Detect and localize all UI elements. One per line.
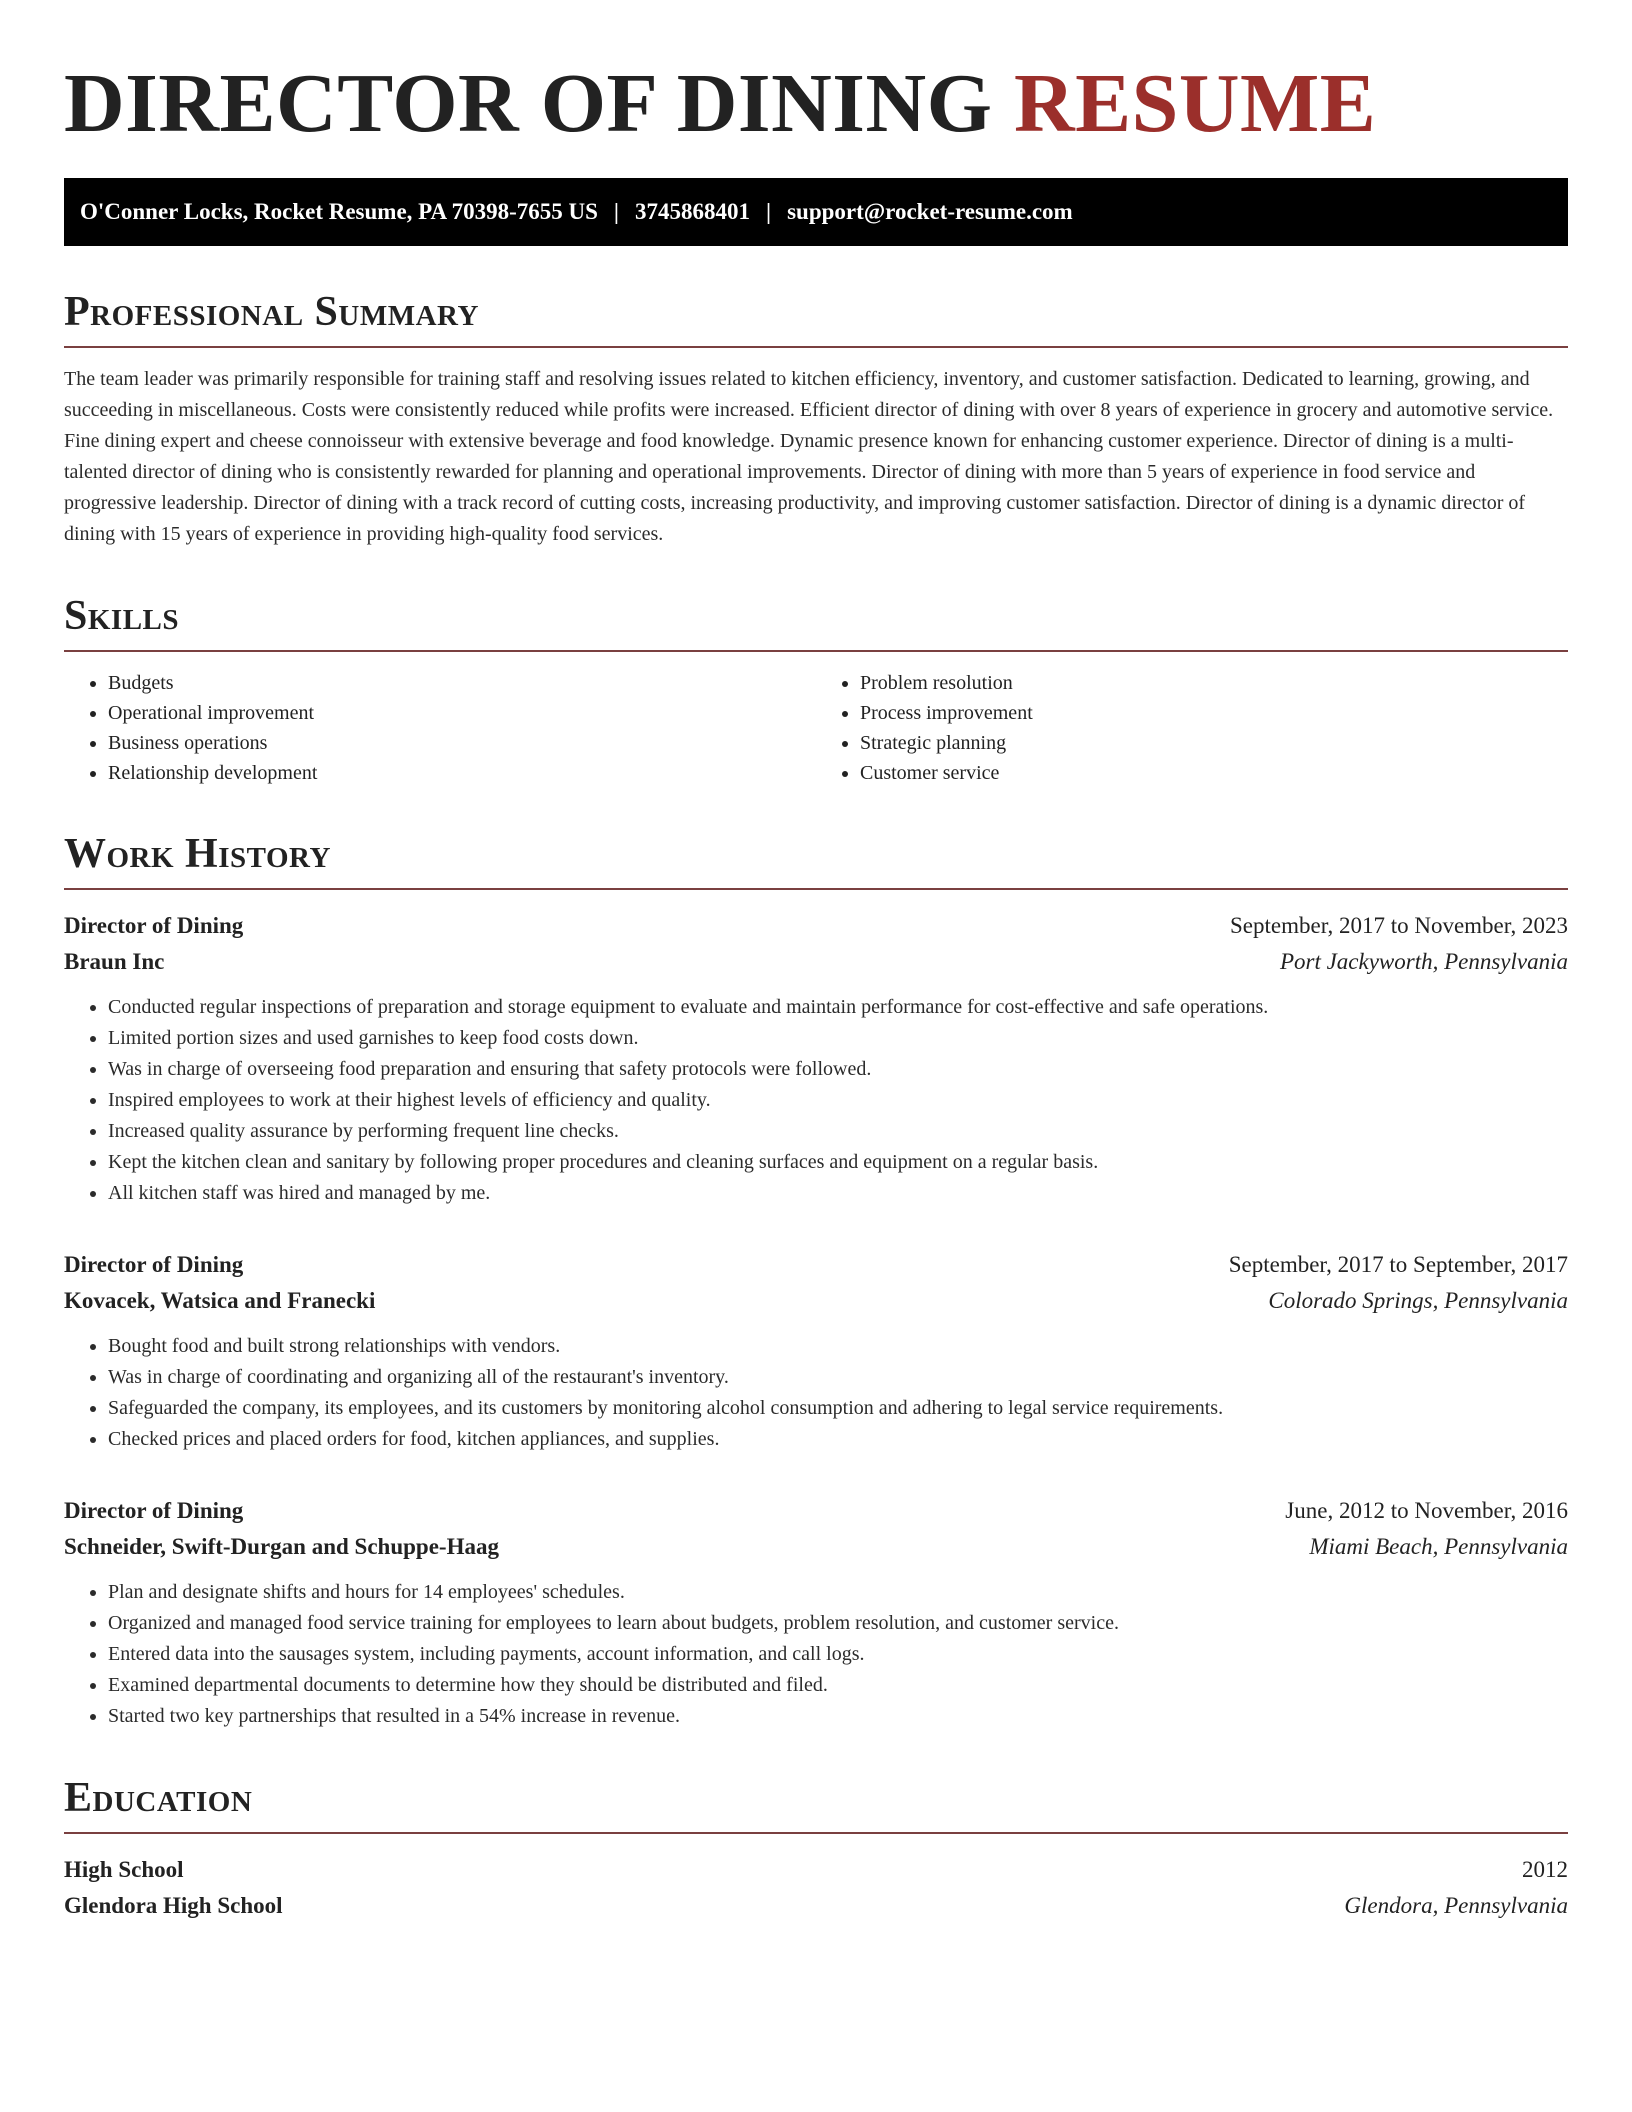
job-bullet: • Bought food and built strong relationships with vendors. (108, 1331, 1568, 1362)
skill-item: • Strategic planning (860, 728, 1568, 758)
job-location: Port Jackyworth, Pennsylvania (1279, 949, 1568, 974)
job-entry (64, 1247, 1568, 1455)
job-bullet: • Entered data into the sausages system, including payments, account information, and call logs. (108, 1639, 1568, 1670)
summary-heading: Professional Summary (64, 288, 1568, 348)
education-entry (64, 1852, 1568, 1924)
job-dates: June, 2012 to November, 2016 (1285, 1498, 1568, 1523)
job-bullets (64, 992, 1568, 1209)
job-dates: September, 2017 to September, 2017 (1228, 1252, 1568, 1277)
job-bullet: • Was in charge of overseeing food preparation and ensuring that safety protocols were followed. (108, 1054, 1568, 1085)
job-bullet: • Kept the kitchen clean and sanitary by following proper procedures and cleaning surfaces and equipment on a regular basis. (108, 1147, 1568, 1178)
contact-email: support@rocket-resume.com (787, 199, 1073, 224)
job-subheader (64, 1529, 1568, 1565)
job-subheader (64, 1283, 1568, 1319)
job-bullets (64, 1331, 1568, 1455)
job-bullet: • Examined departmental documents to determine how they should be distributed and filed. (108, 1670, 1568, 1701)
job-title: Director of Dining (64, 1498, 244, 1523)
job-bullet: • Safeguarded the company, its employees, and its customers by monitoring alcohol consumption and adhering to legal service requirements. (108, 1393, 1568, 1424)
contact-phone: 3745868401 (635, 199, 750, 224)
resume-title (64, 56, 1568, 152)
job-header (64, 1493, 1568, 1529)
job-company: Kovacek, Watsica and Franecki (64, 1288, 376, 1313)
skill-item: • Relationship development (108, 758, 816, 788)
contact-separator: | (766, 199, 772, 224)
education-school: Glendora High School (64, 1893, 283, 1918)
skills-list-left (64, 668, 816, 788)
job-bullet: • All kitchen staff was hired and managed by me. (108, 1178, 1568, 1209)
job-bullets (64, 1577, 1568, 1732)
job-subheader (64, 944, 1568, 980)
job-bullet: • Limited portion sizes and used garnishes to keep food costs down. (108, 1023, 1568, 1054)
work-history-section (64, 830, 1568, 1732)
skill-item: • Business operations (108, 728, 816, 758)
job-header (64, 1247, 1568, 1283)
job-entry (64, 1493, 1568, 1732)
contact-separator: | (613, 199, 619, 224)
education-location: Glendora, Pennsylvania (1344, 1893, 1568, 1918)
job-header (64, 908, 1568, 944)
skills-heading: Skills (64, 592, 1568, 652)
job-bullet: • Checked prices and placed orders for food, kitchen appliances, and supplies. (108, 1424, 1568, 1455)
job-location: Colorado Springs, Pennsylvania (1268, 1288, 1568, 1313)
summary-text: The team leader was primarily responsible for training staff and resolving issues related to kitchen efficiency, inventory, and customer satisfaction. Dedicated to learning, growing, and succeeding in miscellaneous. Costs were consistently reduced while profits were increased. Efficient director of dining with over 8 years of experience in grocery and automotive service. Fine dining expert and cheese connoisseur with extensive beverage and food knowledge. Dynamic presence known for enhancing customer experience. Director of dining is a multi-talented director of dining who is consistently rewarded for planning and operational improvements. Director of dining with more than 5 years of experience in food service and progressive leadership. Director of dining with a track record of cutting costs, increasing productivity, and improving customer satisfaction. Director of dining is a dynamic director of dining with 15 years of experience in providing high-quality food services. (64, 368, 1554, 545)
job-bullet: • Started two key partnerships that resulted in a 54% increase in revenue. (108, 1701, 1568, 1732)
skill-item: • Budgets (108, 668, 816, 698)
education-subheader (64, 1888, 1568, 1924)
education-degree: High School (64, 1857, 184, 1882)
job-dates: September, 2017 to November, 2023 (1230, 913, 1568, 938)
job-location: Miami Beach, Pennsylvania (1309, 1534, 1568, 1559)
skills-columns (64, 668, 1568, 788)
job-company: Braun Inc (64, 949, 165, 974)
work-history-heading: Work History (64, 830, 1568, 890)
education-header (64, 1852, 1568, 1888)
skills-section (64, 592, 1568, 788)
skill-item: • Problem resolution (860, 668, 1568, 698)
job-company: Schneider, Swift-Durgan and Schuppe-Haag (64, 1534, 499, 1559)
education-year: 2012 (1522, 1857, 1568, 1882)
education-heading: Education (64, 1774, 1568, 1834)
skill-item: • Operational improvement (108, 698, 816, 728)
job-bullet: • Conducted regular inspections of preparation and storage equipment to evaluate and maintain performance for cost-effective and safe operations. (108, 992, 1568, 1023)
contact-bar (64, 178, 1568, 246)
job-bullet: • Increased quality assurance by performing frequent line checks. (108, 1116, 1568, 1147)
skills-list-right (816, 668, 1568, 788)
education-section (64, 1774, 1568, 1924)
job-entry (64, 908, 1568, 1209)
skill-item: • Process improvement (860, 698, 1568, 728)
title-main: DIRECTOR OF DINING (64, 57, 993, 150)
contact-address: O'Conner Locks, Rocket Resume, PA 70398-7655 US (80, 199, 598, 224)
title-accent: RESUME (1013, 57, 1377, 150)
summary-section (64, 288, 1568, 550)
job-bullet: • Plan and designate shifts and hours for 14 employees' schedules. (108, 1577, 1568, 1608)
job-title: Director of Dining (64, 1252, 244, 1277)
job-bullet: • Was in charge of coordinating and organizing all of the restaurant's inventory. (108, 1362, 1568, 1393)
job-bullet: • Inspired employees to work at their highest levels of efficiency and quality. (108, 1085, 1568, 1116)
skill-item: • Customer service (860, 758, 1568, 788)
job-title: Director of Dining (64, 913, 244, 938)
job-bullet: • Organized and managed food service training for employees to learn about budgets, problem resolution, and customer service. (108, 1608, 1568, 1639)
